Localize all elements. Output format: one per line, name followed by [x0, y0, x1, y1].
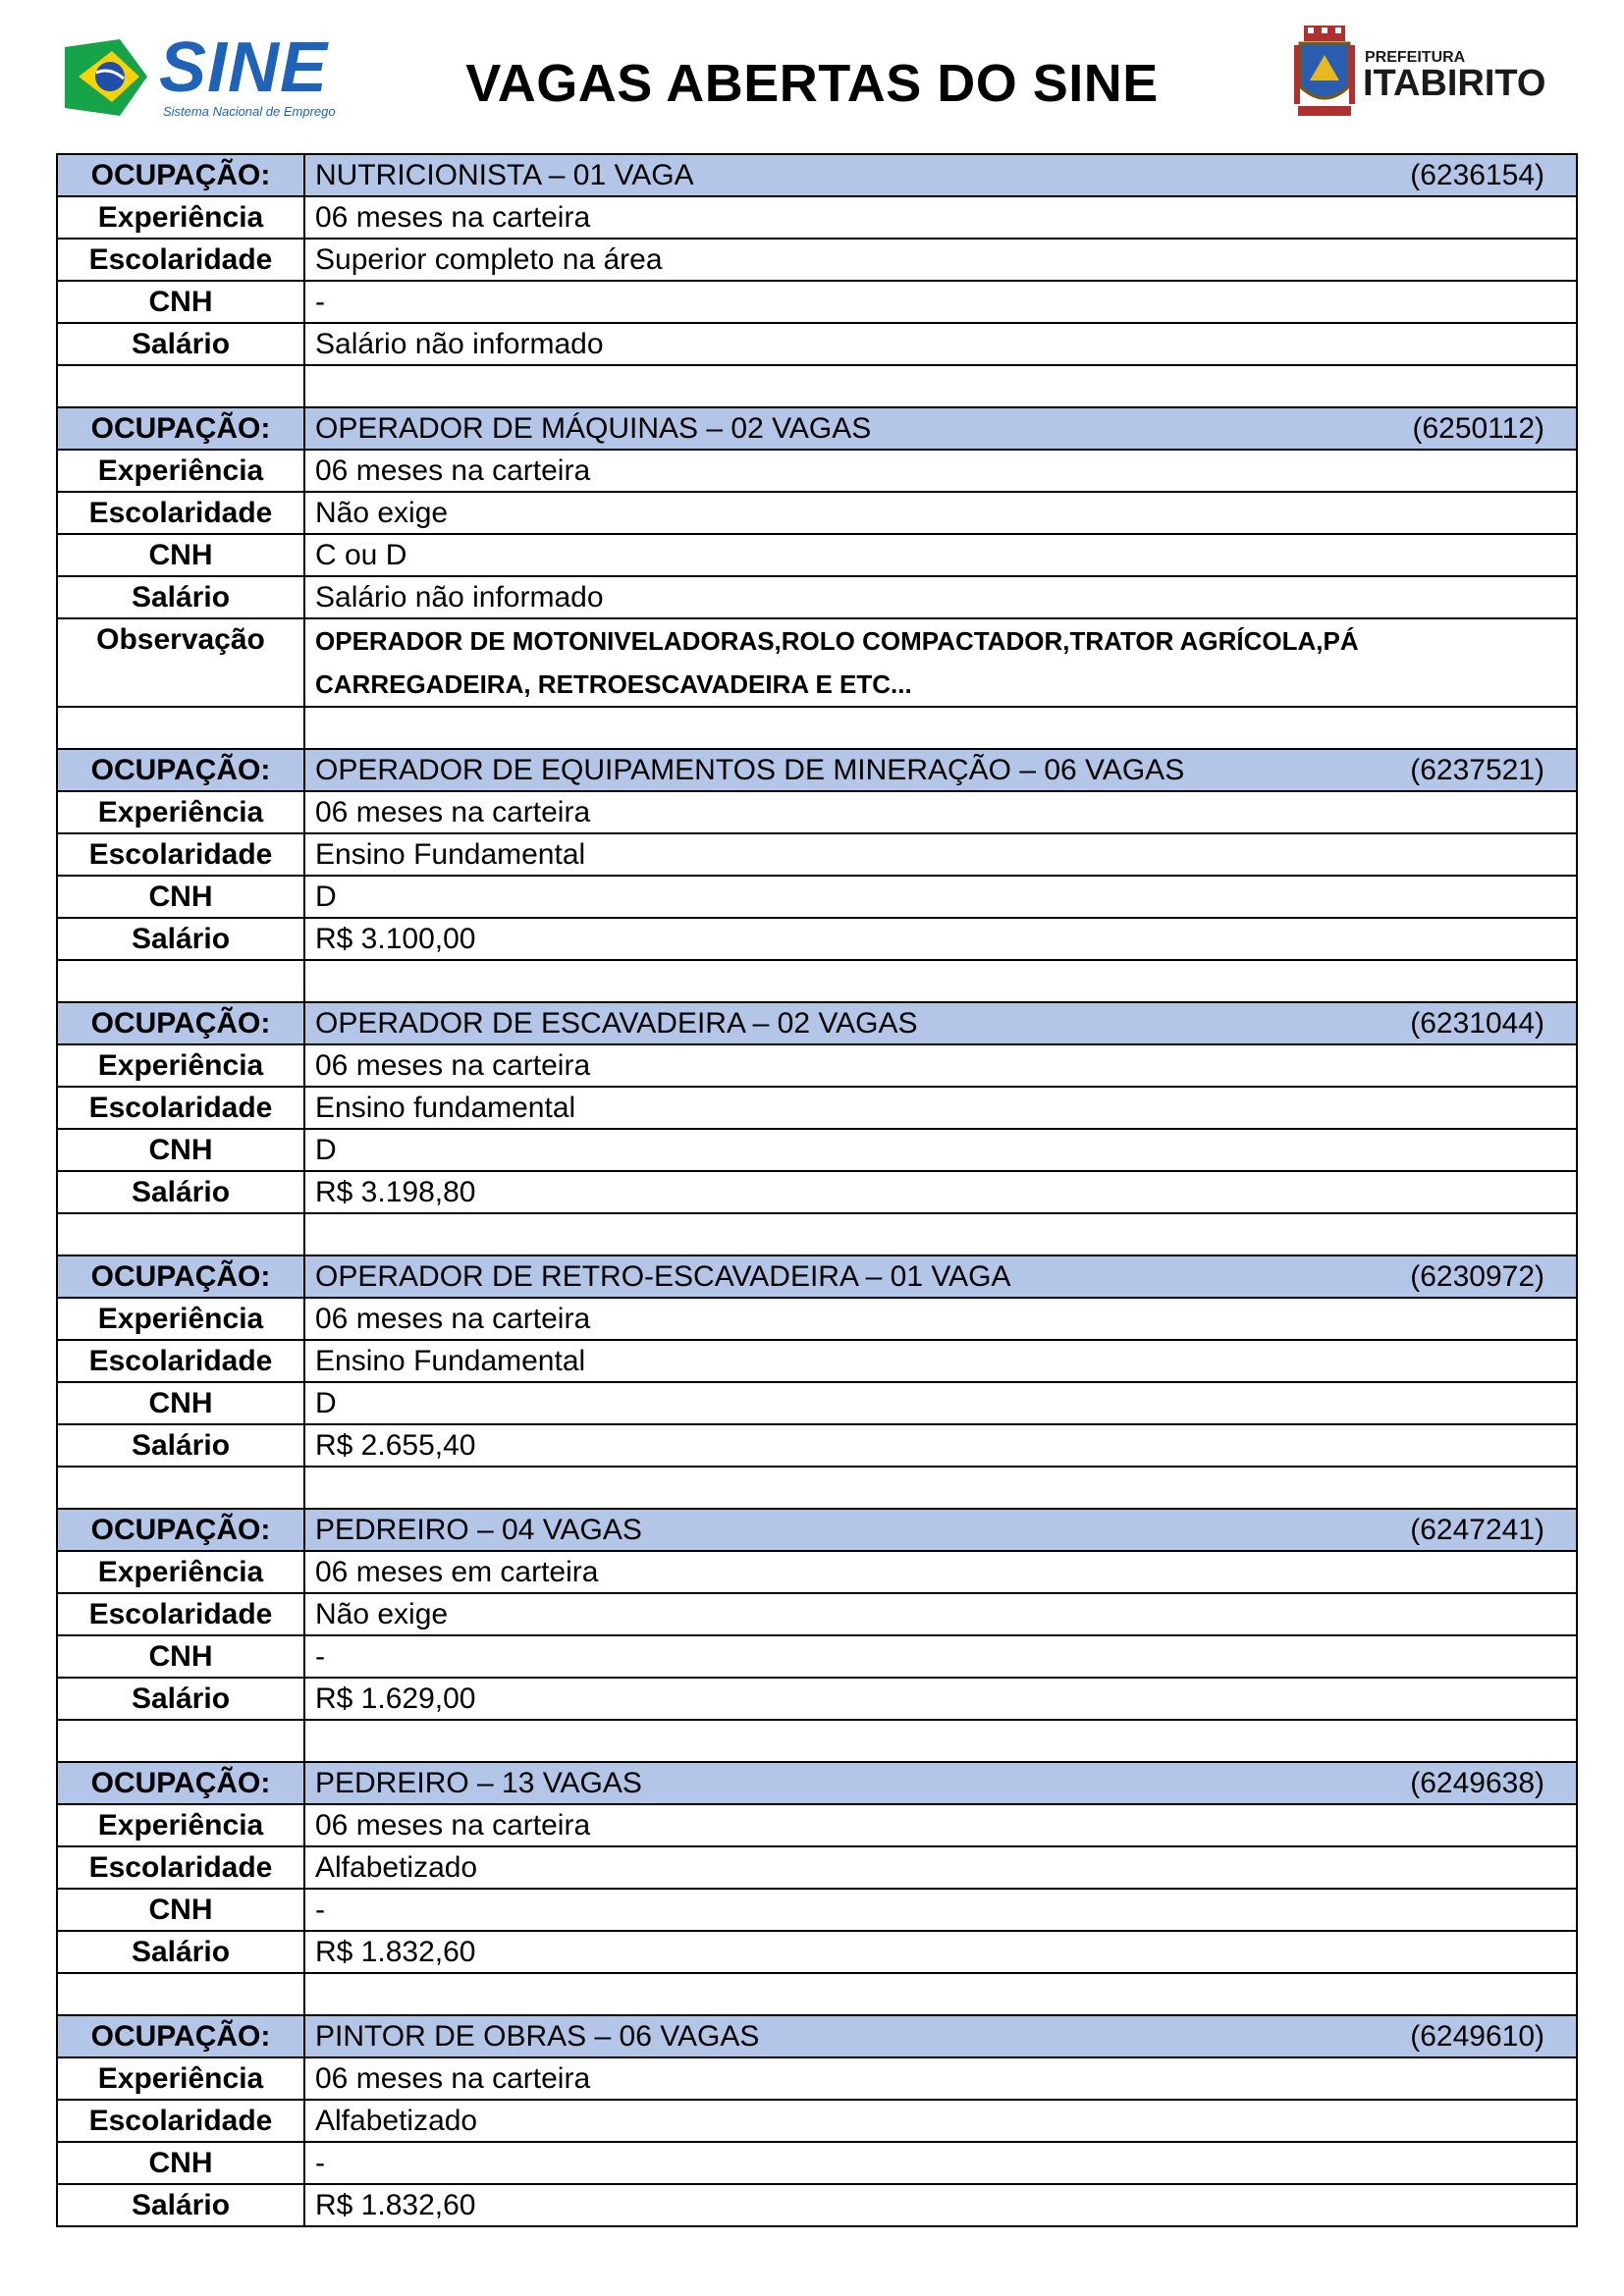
- occupation-row: [57, 154, 1577, 196]
- occupation-cell: [304, 1255, 1577, 1298]
- license-value: C ou D: [304, 534, 1577, 576]
- license-row: [57, 281, 1577, 323]
- education-label: Escolaridade: [57, 1340, 304, 1382]
- occupation-cell: [304, 1002, 1577, 1044]
- education-label: Escolaridade: [57, 239, 304, 281]
- occupation-cell: [304, 749, 1577, 791]
- observation-label: Observação: [57, 618, 304, 707]
- job-title: OPERADOR DE ESCAVADEIRA – 02 VAGAS: [315, 1007, 918, 1040]
- salary-label: Salário: [57, 1678, 304, 1720]
- education-label: Escolaridade: [57, 1087, 304, 1129]
- experience-value: 06 meses na carteira: [304, 1298, 1577, 1340]
- job-code: (6250112): [1412, 412, 1544, 445]
- salary-row: [57, 1931, 1577, 1973]
- city-crest-icon: [1294, 26, 1355, 124]
- spacer-row: [57, 1973, 1577, 2015]
- prefeitura-label: PREFEITURA: [1365, 49, 1466, 66]
- occupation-label: OCUPAÇÃO:: [57, 154, 304, 196]
- salary-label: Salário: [57, 2184, 304, 2226]
- salary-value: R$ 2.655,40: [304, 1424, 1577, 1467]
- occupation-row: [57, 1509, 1577, 1551]
- salary-label: Salário: [57, 1171, 304, 1213]
- page-header: [0, 0, 1624, 147]
- occupation-row: [57, 749, 1577, 791]
- education-value: Superior completo na área: [304, 239, 1577, 281]
- job-title: PEDREIRO – 13 VAGAS: [315, 1767, 642, 1799]
- education-value: Ensino Fundamental: [304, 1340, 1577, 1382]
- salary-row: [57, 1678, 1577, 1720]
- job-code: (6236154): [1410, 159, 1544, 191]
- job-title: PINTOR DE OBRAS – 06 VAGAS: [315, 2020, 760, 2053]
- experience-label: Experiência: [57, 791, 304, 833]
- occupation-row: [57, 1255, 1577, 1298]
- experience-value: 06 meses em carteira: [304, 1551, 1577, 1593]
- salary-label: Salário: [57, 323, 304, 365]
- experience-label: Experiência: [57, 1551, 304, 1593]
- education-value: Não exige: [304, 1593, 1577, 1635]
- job-title: OPERADOR DE RETRO-ESCAVADEIRA – 01 VAGA: [315, 1260, 1011, 1293]
- experience-row: [57, 1804, 1577, 1846]
- occupation-label: OCUPAÇÃO:: [57, 407, 304, 450]
- license-value: D: [304, 1129, 1577, 1171]
- experience-value: 06 meses na carteira: [304, 450, 1577, 492]
- experience-value: 06 meses na carteira: [304, 791, 1577, 833]
- sine-wordmark: SINE: [159, 28, 329, 107]
- prefeitura-logo: [1294, 26, 1569, 124]
- salary-value: R$ 3.198,80: [304, 1171, 1577, 1213]
- license-row: [57, 534, 1577, 576]
- occupation-label: OCUPAÇÃO:: [57, 1509, 304, 1551]
- experience-label: Experiência: [57, 1804, 304, 1846]
- job-code: (6249610): [1410, 2020, 1544, 2053]
- occupation-row: [57, 407, 1577, 450]
- license-row: [57, 1889, 1577, 1931]
- occupation-label: OCUPAÇÃO:: [57, 749, 304, 791]
- license-row: [57, 876, 1577, 918]
- education-label: Escolaridade: [57, 1846, 304, 1889]
- education-label: Escolaridade: [57, 492, 304, 534]
- license-value: -: [304, 281, 1577, 323]
- salary-value: Salário não informado: [304, 323, 1577, 365]
- occupation-row: [57, 1002, 1577, 1044]
- job-title: NUTRICIONISTA – 01 VAGA: [315, 159, 694, 191]
- license-value: -: [304, 2142, 1577, 2184]
- license-label: CNH: [57, 1382, 304, 1424]
- job-title: OPERADOR DE EQUIPAMENTOS DE MINERAÇÃO – 06 VAGAS: [315, 754, 1185, 786]
- experience-label: Experiência: [57, 1044, 304, 1087]
- occupation-row: [57, 2015, 1577, 2057]
- salary-label: Salário: [57, 1931, 304, 1973]
- education-row: [57, 492, 1577, 534]
- license-label: CNH: [57, 281, 304, 323]
- education-value: Alfabetizado: [304, 2100, 1577, 2142]
- experience-row: [57, 791, 1577, 833]
- license-value: -: [304, 1889, 1577, 1931]
- education-value: Alfabetizado: [304, 1846, 1577, 1889]
- spacer-row: [57, 1213, 1577, 1255]
- occupation-label: OCUPAÇÃO:: [57, 1255, 304, 1298]
- job-title: PEDREIRO – 04 VAGAS: [315, 1514, 642, 1546]
- license-label: CNH: [57, 1635, 304, 1678]
- job-code: (6237521): [1410, 754, 1544, 786]
- page-title: VAGAS ABERTAS DO SINE: [465, 54, 1159, 113]
- salary-row: [57, 1424, 1577, 1467]
- salary-value: R$ 1.832,60: [304, 2184, 1577, 2226]
- salary-value: Salário não informado: [304, 576, 1577, 618]
- jobs-table: [56, 153, 1578, 2227]
- experience-row: [57, 450, 1577, 492]
- city-name: ITABIRITO: [1363, 63, 1546, 104]
- license-label: CNH: [57, 1889, 304, 1931]
- occupation-row: [57, 1762, 1577, 1804]
- license-row: [57, 2142, 1577, 2184]
- job-code: (6230972): [1410, 1260, 1544, 1293]
- education-row: [57, 2100, 1577, 2142]
- license-value: -: [304, 1635, 1577, 1678]
- spacer-row: [57, 960, 1577, 1002]
- salary-row: [57, 323, 1577, 365]
- education-row: [57, 1087, 1577, 1129]
- education-row: [57, 833, 1577, 876]
- job-code: (6247241): [1410, 1514, 1544, 1546]
- experience-row: [57, 1551, 1577, 1593]
- license-value: D: [304, 876, 1577, 918]
- spacer-row: [57, 707, 1577, 749]
- job-title: OPERADOR DE MÁQUINAS – 02 VAGAS: [315, 412, 872, 445]
- job-code: (6249638): [1410, 1767, 1544, 1799]
- experience-row: [57, 196, 1577, 239]
- experience-row: [57, 2057, 1577, 2100]
- experience-label: Experiência: [57, 1298, 304, 1340]
- experience-label: Experiência: [57, 450, 304, 492]
- license-label: CNH: [57, 1129, 304, 1171]
- education-value: Ensino Fundamental: [304, 833, 1577, 876]
- experience-value: 06 meses na carteira: [304, 1044, 1577, 1087]
- experience-row: [57, 1044, 1577, 1087]
- education-label: Escolaridade: [57, 2100, 304, 2142]
- education-row: [57, 1593, 1577, 1635]
- experience-label: Experiência: [57, 2057, 304, 2100]
- occupation-cell: [304, 407, 1577, 450]
- license-row: [57, 1129, 1577, 1171]
- experience-value: 06 meses na carteira: [304, 1804, 1577, 1846]
- occupation-cell: [304, 1762, 1577, 1804]
- license-label: CNH: [57, 534, 304, 576]
- education-row: [57, 1340, 1577, 1382]
- sine-subtitle: Sistema Nacional de Emprego: [163, 104, 336, 119]
- salary-value: R$ 3.100,00: [304, 918, 1577, 960]
- observation-value: OPERADOR DE MOTONIVELADORAS,ROLO COMPACTADOR,TRATOR AGRÍCOLA,PÁ CARREGADEIRA, RETROESCAVADEIRA E ETC...: [304, 618, 1577, 707]
- education-label: Escolaridade: [57, 1593, 304, 1635]
- experience-value: 06 meses na carteira: [304, 196, 1577, 239]
- education-label: Escolaridade: [57, 833, 304, 876]
- license-value: D: [304, 1382, 1577, 1424]
- salary-label: Salário: [57, 918, 304, 960]
- experience-label: Experiência: [57, 196, 304, 239]
- education-row: [57, 239, 1577, 281]
- license-label: CNH: [57, 2142, 304, 2184]
- spacer-row: [57, 365, 1577, 407]
- license-label: CNH: [57, 876, 304, 918]
- salary-value: R$ 1.629,00: [304, 1678, 1577, 1720]
- salary-value: R$ 1.832,60: [304, 1931, 1577, 1973]
- occupation-cell: [304, 1509, 1577, 1551]
- education-row: [57, 1846, 1577, 1889]
- occupation-cell: [304, 2015, 1577, 2057]
- observation-row: [57, 618, 1577, 707]
- salary-row: [57, 2184, 1577, 2226]
- spacer-row: [57, 1720, 1577, 1762]
- license-row: [57, 1635, 1577, 1678]
- job-code: (6231044): [1410, 1007, 1544, 1040]
- license-row: [57, 1382, 1577, 1424]
- occupation-cell: [304, 154, 1577, 196]
- occupation-label: OCUPAÇÃO:: [57, 1762, 304, 1804]
- education-value: Não exige: [304, 492, 1577, 534]
- spacer-row: [57, 1467, 1577, 1509]
- salary-label: Salário: [57, 1424, 304, 1467]
- salary-row: [57, 918, 1577, 960]
- occupation-label: OCUPAÇÃO:: [57, 2015, 304, 2057]
- occupation-label: OCUPAÇÃO:: [57, 1002, 304, 1044]
- salary-row: [57, 1171, 1577, 1213]
- salary-row: [57, 576, 1577, 618]
- salary-label: Salário: [57, 576, 304, 618]
- education-value: Ensino fundamental: [304, 1087, 1577, 1129]
- experience-row: [57, 1298, 1577, 1340]
- experience-value: 06 meses na carteira: [304, 2057, 1577, 2100]
